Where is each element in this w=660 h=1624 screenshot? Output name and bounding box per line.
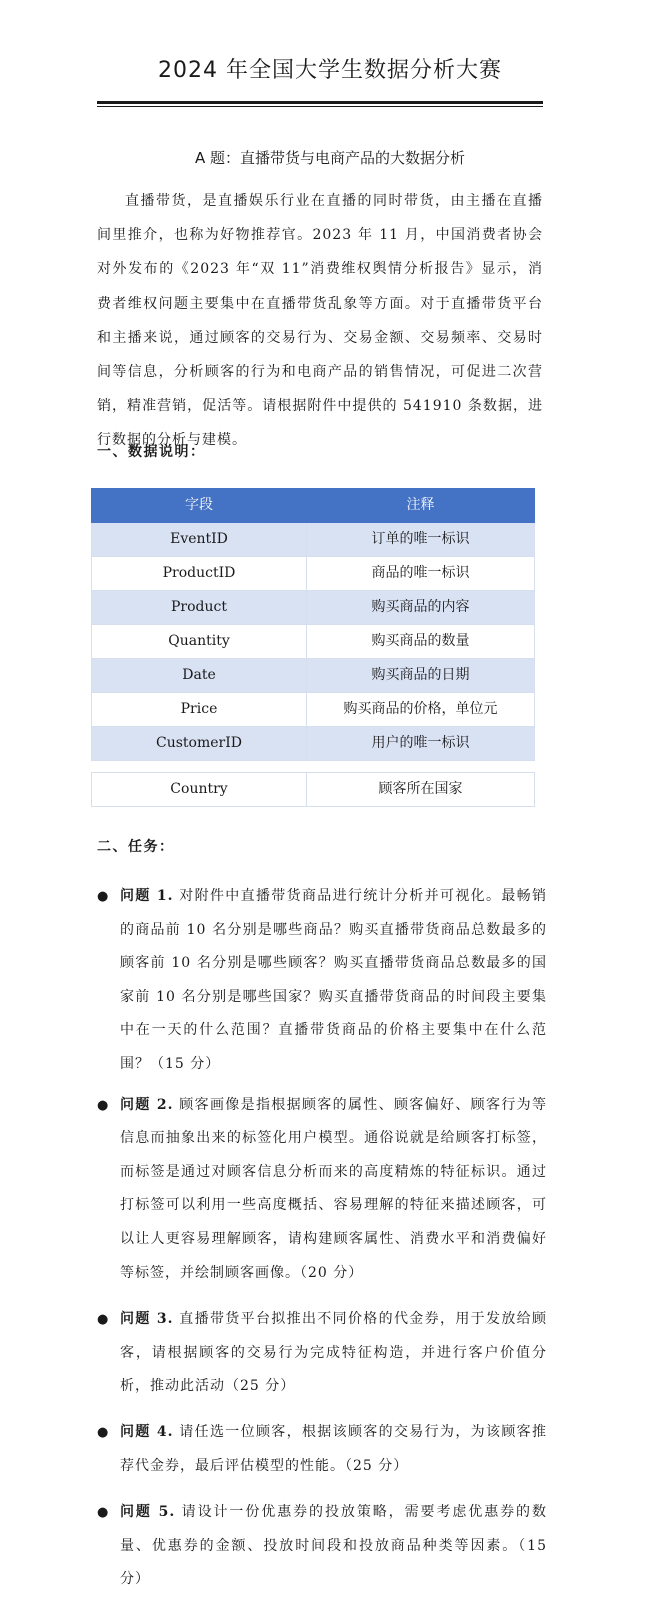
field-cell: Date xyxy=(92,659,307,693)
task-label: 问题 3. xyxy=(120,1311,174,1328)
table-row xyxy=(92,727,535,761)
title-rule-thin xyxy=(97,106,543,107)
task-label: 问题 5. xyxy=(120,1504,176,1521)
bullet-icon: ● xyxy=(97,1424,110,1440)
list-item xyxy=(97,1303,547,1404)
field-cell: Product xyxy=(92,591,307,625)
list-item xyxy=(97,880,547,1082)
task-text: 请任选一位顾客，根据该顾客的交易行为，为该顾客推荐代金券，最后评估模型的性能。（25 分） xyxy=(120,1423,547,1474)
bullet-icon: ● xyxy=(97,1505,110,1521)
table-row xyxy=(92,557,535,591)
note-cell: 购买商品的日期 xyxy=(307,659,535,693)
table-row xyxy=(92,625,535,659)
table-row xyxy=(92,523,535,557)
header-field: 字段 xyxy=(92,489,307,523)
note-cell: 订单的唯一标识 xyxy=(307,523,535,557)
table-row xyxy=(92,591,535,625)
bullet-icon: ● xyxy=(97,1312,110,1328)
task-label: 问题 4. xyxy=(120,1423,174,1440)
problem-title: A 题：直播带货与电商产品的大数据分析 xyxy=(194,149,466,167)
field-cell: Quantity xyxy=(92,625,307,659)
table-row xyxy=(92,659,535,693)
table-header-row xyxy=(92,489,535,523)
task-label: 问题 1. xyxy=(120,888,174,904)
task-label: 问题 2. xyxy=(120,1096,174,1113)
note-cell: 商品的唯一标识 xyxy=(307,557,535,591)
intro-paragraph: 直播带货，是直播娱乐行业在直播的同时带货，由主播在直播间里推介，也称为好物推荐官。2023 年 11 月，中国消费者协会对外发布的《2023 年“双 11”消费维权舆情分析报告》显示，消费者维权问题主要集中在直播带货乱象等方面。对于直播带货平台和主播来说，通过顾客的交易行为、交易金额、交易频率、交易时间等信息，分析顾客的行为和电商产品的销售情况，可促进二次营销，精准营销，促活等。请根据附件中提供的 541910 条数据，进行数据的分析与建模。 xyxy=(97,193,543,449)
note-cell: 用户的唯一标识 xyxy=(307,727,535,761)
list-item xyxy=(97,1089,547,1291)
table-row xyxy=(92,773,535,807)
note-cell: 顾客所在国家 xyxy=(307,773,535,807)
note-cell: 购买商品的内容 xyxy=(307,591,535,625)
task-text: 直播带货平台拟推出不同价格的代金券，用于发放给顾客，请根据顾客的交易行为完成特征构造，并进行客户价值分析，推动此活动（25 分） xyxy=(120,1311,547,1395)
data-description-table-continued xyxy=(91,772,535,807)
page-title: 2024 年全国大学生数据分析大赛 xyxy=(158,58,502,83)
task-text: 请设计一份优惠券的投放策略，需要考虑优惠券的数量、优惠券的金额、投放时间段和投放商品种类等因素。（15 分） xyxy=(120,1504,547,1588)
bullet-icon: ● xyxy=(97,889,110,904)
task-list xyxy=(97,880,547,1597)
field-cell: CustomerID xyxy=(92,727,307,761)
list-item xyxy=(97,1416,547,1483)
note-cell: 购买商品的数量 xyxy=(307,625,535,659)
section-heading-data: 一、数据说明： xyxy=(97,444,206,460)
title-rule-thick xyxy=(97,101,543,104)
data-description-table xyxy=(91,488,535,761)
field-cell: EventID xyxy=(92,523,307,557)
task-text: 顾客画像是指根据顾客的属性、顾客偏好、顾客行为等信息而抽象出来的标签化用户模型。通俗说就是给顾客打标签，而标签是通过对顾客信息分析而来的高度精炼的特征标识。通过打标签可以利用一些高度概括、容易理解的特征来描述顾客，可以让人更容易理解顾客，请构建顾客属性、消费水平和消费偏好等标签，并绘制顾客画像。（20 分） xyxy=(120,1096,547,1281)
task-text: 对附件中直播带货商品进行统计分析并可视化。最畅销的商品前 10 名分别是哪些商品？购买直播带货商品总数最多的顾客前 10 名分别是哪些顾客？购买直播带货商品总数最多的国家前 10 名分别是哪些国家？购买直播带货商品的时间段主要集中在一天的什么范围？直播带货商品的价格主要集中在什么范围？（15 分） xyxy=(120,888,547,1072)
note-cell: 购买商品的价格，单位元 xyxy=(307,693,535,727)
header-note: 注释 xyxy=(307,489,535,523)
table-row xyxy=(92,693,535,727)
list-item xyxy=(97,1496,547,1597)
section-heading-tasks: 二、任务： xyxy=(97,839,175,855)
bullet-icon: ● xyxy=(97,1097,110,1113)
field-cell: Country xyxy=(92,773,307,807)
field-cell: ProductID xyxy=(92,557,307,591)
field-cell: Price xyxy=(92,693,307,727)
